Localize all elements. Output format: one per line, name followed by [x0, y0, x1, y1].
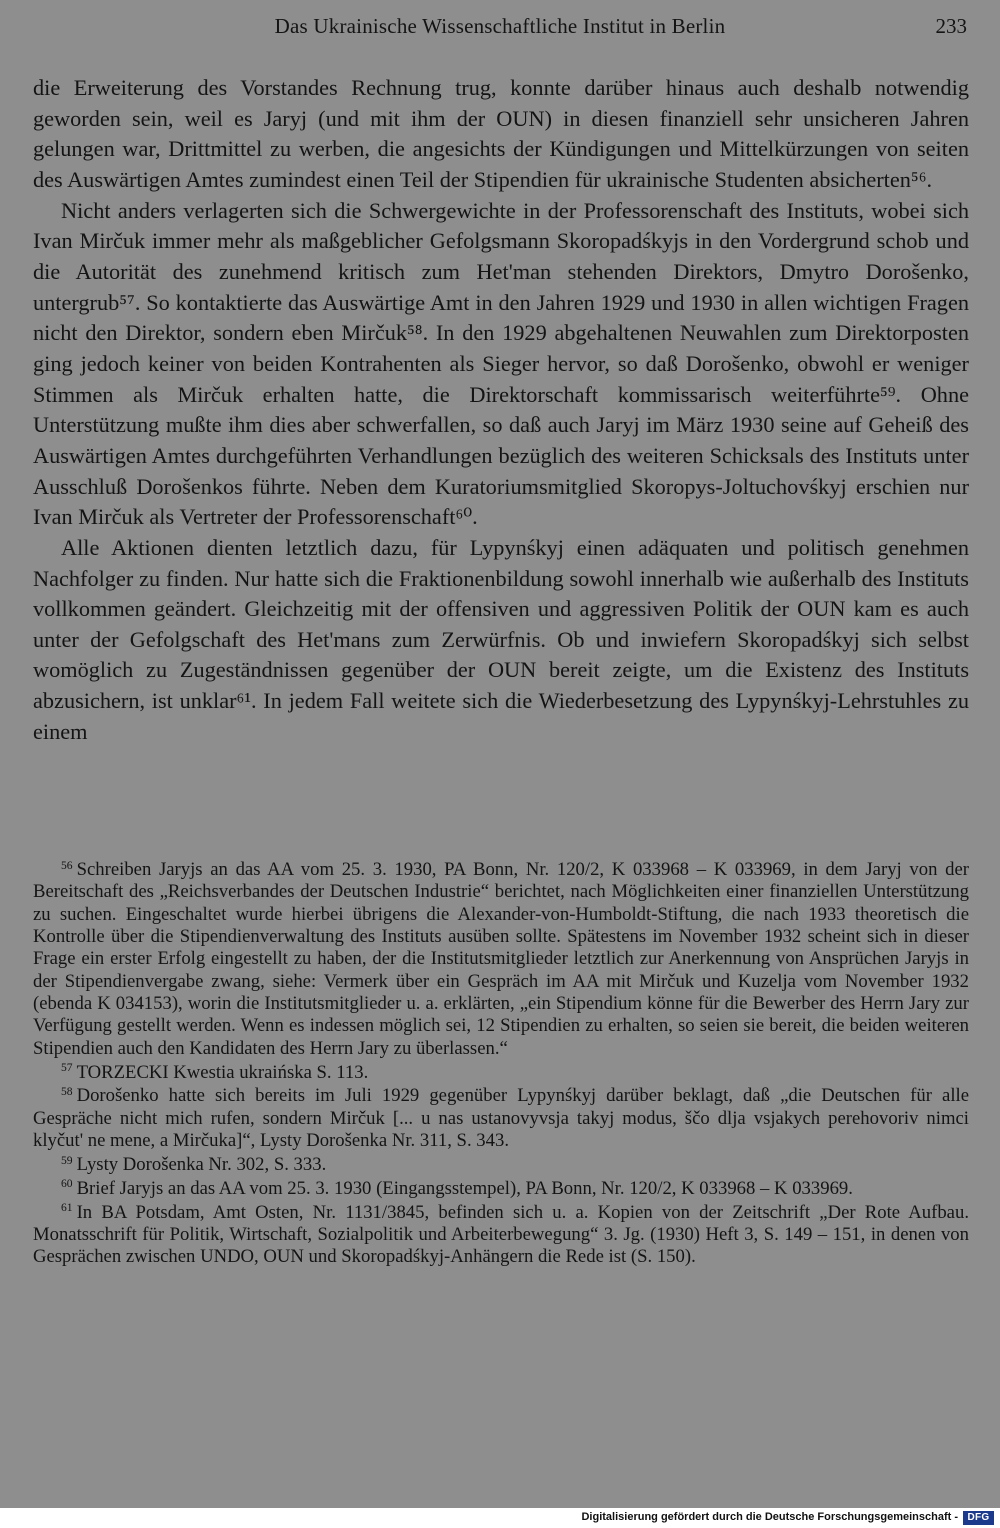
footnote	[33, 1154, 969, 1176]
dfg-logo: DFG	[963, 1511, 994, 1525]
page-number: 233	[935, 14, 967, 38]
body-paragraph: Alle Aktionen dienten letztlich dazu, für Lypynśkyj einen adäquaten und politisch genehmen Nachfolger zu finden. Nur hatte sich die Fraktionenbildung sowohl innerhalb wie außerhalb des Instituts vollkommen geändert. Gleichzeitig mit der offensiven und aggressiven Politik der OUN kam es auch unter der Gefolgschaft des Het'mans zum Zerwürfnis. Ob und inwiefern Skoropadśkyj sich selbst womöglich zu Zugeständnissen gegenüber der OUN bereit zeigte, um die Existenz des Instituts abzusichern, ist unklar⁶¹. In jedem Fall weitete sich die Wiederbesetzung des Lypynśkyj-Lehrstuhles zu einem	[33, 534, 969, 744]
footnote-number: 57	[61, 1061, 73, 1075]
footnote-text: In BA Potsdam, Amt Osten, Nr. 1131/3845, befinden sich u. a. Kopien von der Zeitschrift „Der Rote Aufbau. Monatsschrift für Politik, Wirtschaft, Sozialpolitik und Arbeiterbewegung“ 3. Jg. (1930) Heft 3, S. 149 – 151, in denen von Gesprächen zwischen UNDO, OUN und Skoropadśkyj-Anhängern die Rede ist (S. 150).	[33, 1201, 969, 1268]
footnote	[33, 1085, 969, 1152]
footnote-number: 56	[61, 858, 73, 872]
footnote-number: 61	[61, 1201, 73, 1215]
funding-footer	[0, 1508, 1000, 1528]
footnote	[33, 1202, 969, 1269]
footnote-text: Schreiben Jaryjs an das AA vom 25. 3. 1930, PA Bonn, Nr. 120/2, K 033968 – K 033969, in dem Jaryj von der Bereitschaft des „Reichsverbandes der Deutschen Industrie“ berichtet, nach Möglichkeiten einer finanziellen Unterstützung zu suchen. Eingeschaltet wurde hierbei übrigens die Alexander-von-Humboldt-Stiftung, die nach 1933 theoretisch die Kontrolle über die Stipendienverwaltung des Instituts ausüben sollte. Spätestens im November 1932 scheint sich in dieser Frage ein erster Erfolg eingestellt zu haben, der die Institutsmitglieder letztlich zur Anerkennung von Ansprüchen Jaryjs in der Stipendienvergabe zwang, siehe: Vermerk über ein Gespräch im AA mit Mirčuk und Kuzelja vom November 1932 (ebenda K 034153), worin die Institutsmitglieder u. a. erklärten, „ein Stipendium könne für die Bewerber des Herrn Jary zur Verfügung gestellt werden. Wenn es indessen möglich sei, 12 Stipendien zu erhalten, so seien sie bereit, die beiden weiteren Stipendien auch den Kandidaten des Herrn Jary zu überlassen.“	[33, 859, 969, 1059]
body-paragraph: die Erweiterung des Vorstandes Rechnung trug, konnte darüber hinaus auch deshalb notwendig geworden sein, weil es Jaryj (und mit ihm der OUN) in diesen finanziell sehr unsicheren Jahren gelungen war, Drittmittel zu werben, die angesichts der Kündigungen und Mittelkürzungen von seiten des Auswärtigen Amtes zumindest einen Teil der Stipendien für ukrainische Studenten absicherten⁵⁶.	[33, 75, 969, 192]
body-paragraph: Nicht anders verlagerten sich die Schwergewichte in der Professorenschaft des Instituts, wobei sich Ivan Mirčuk immer mehr als maßgeblicher Gefolgsmann Skoropadśkyjs in den Vordergrund schob und die Autorität des zunehmend kritisch zum Het'man stehenden Direktors, Dmytro Dorošenko, untergrub⁵⁷. So kontaktierte das Auswärtige Amt in den Jahren 1929 und 1930 in allen wichtigen Fragen nicht den Direktor, sondern eben Mirčuk⁵⁸. In den 1929 abgehaltenen Neuwahlen zum Direktorposten ging jedoch keiner von beiden Kontrahenten als Sieger hervor, so daß Dorošenko, obwohl er weniger Stimmen als Mirčuk erhalten hatte, die Direktorschaft kommissarisch weiterführte⁵⁹. Ohne Unterstützung mußte ihm dies aber schwerfallen, so daß auch Jaryj im März 1930 seine auf Geheiß des Auswärtigen Amtes durchgeführten Verhandlungen bezüglich des weiteren Schicksals des Instituts unter Ausschluß Dorošenkos führte. Neben dem Kuratoriumsmitglied Skoropys-Joltuchovśkyj erschien nur Ivan Mirčuk als Vertreter der Professorenschaft⁶⁰.	[33, 197, 969, 530]
footnotes	[33, 859, 969, 1270]
footnote-number: 60	[61, 1177, 73, 1191]
funding-note: Digitalisierung gefördert durch die Deutsche Forschungsgemeinschaft -	[581, 1511, 958, 1523]
footnote-number: 59	[61, 1153, 73, 1167]
footnote-text: Dorošenko hatte sich bereits im Juli 1929 gegenüber Lypynśkyj darüber beklagt, daß „die Deutschen für alle Gespräche nicht mich rufen, sondern Mirčuk [... u nas ustanovyvsja takyj modus, ščo dlja vsjakych perehovoriv nimci klyčut' ne mene, a Mirčuka]“, Lysty Dorošenka Nr. 311, S. 343.	[33, 1085, 969, 1152]
footnote	[33, 859, 969, 1060]
footnote-text: Brief Jaryjs an das AA vom 25. 3. 1930 (Eingangsstempel), PA Bonn, Nr. 120/2, K 033968 – K 033969.	[76, 1177, 853, 1199]
main-text	[33, 73, 969, 747]
running-title: Das Ukrainische Wissenschaftliche Institut in Berlin	[274, 14, 726, 38]
running-header	[33, 14, 967, 44]
footnote-text: Lysty Dorošenka Nr. 302, S. 333.	[76, 1153, 327, 1175]
footnote	[33, 1178, 969, 1200]
footnote-number: 58	[61, 1085, 73, 1099]
footnote	[33, 1062, 969, 1084]
footnote-text: TORZECKI Kwestia ukraińska S. 113.	[76, 1061, 369, 1083]
